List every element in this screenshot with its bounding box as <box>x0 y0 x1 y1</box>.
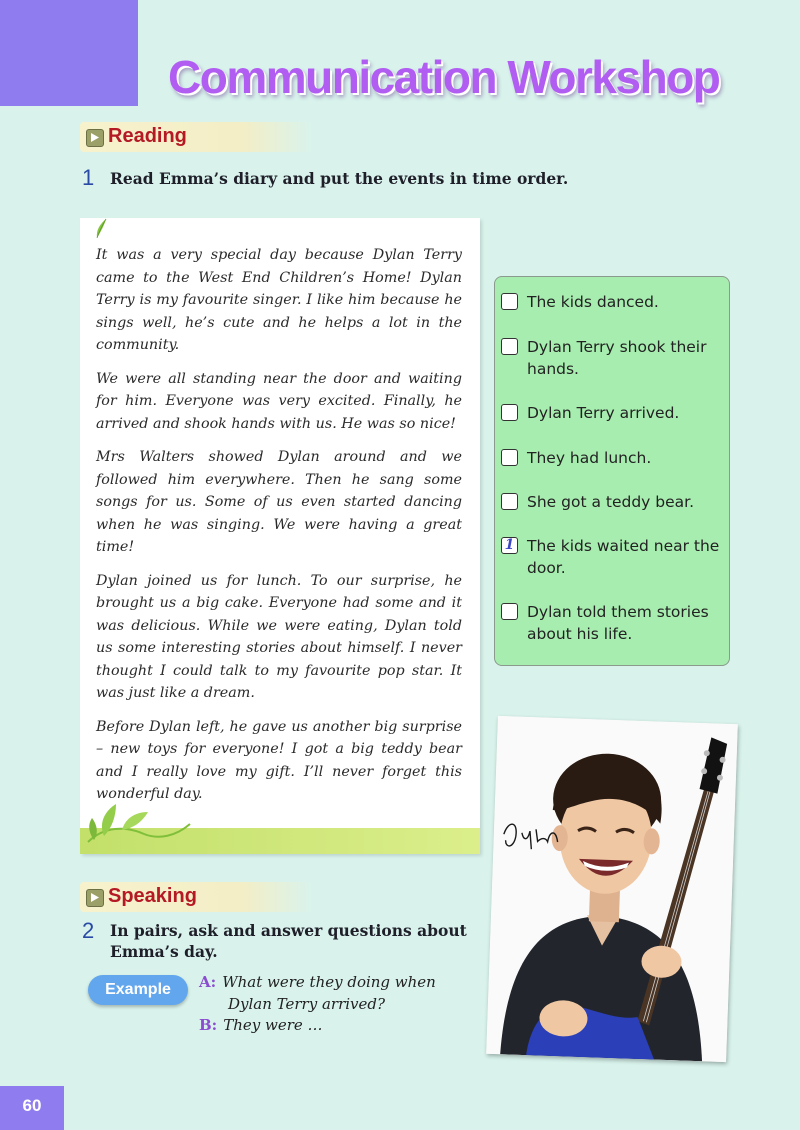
page-title: Communication Workshop <box>168 51 720 103</box>
example-line-b <box>199 1015 323 1036</box>
event-text: The kids danced. <box>527 293 659 311</box>
corner-tab <box>0 0 138 106</box>
diary-paragraph: It was a very special day because Dylan Terry came to the West End Children’s Home! Dylan Terry is my favourite singer. I like him because he sings well, he’s cute and he helps a lot in the community. <box>96 247 462 353</box>
example-line-a2 <box>228 994 385 1015</box>
page-number: 60 <box>0 1086 64 1130</box>
example-line-a <box>199 972 436 993</box>
event-text: Dylan Terry shook their hands. <box>527 338 707 378</box>
speaking-section-label: Speaking <box>108 885 197 907</box>
example-a-text-1: What were they doing when <box>222 973 436 991</box>
order-checkbox[interactable] <box>501 338 518 355</box>
play-icon <box>86 129 104 147</box>
question-text-1: Read Emma’s diary and put the events in time order. <box>110 169 569 188</box>
event-text: They had lunch. <box>527 449 652 467</box>
diary-paragraph: Mrs Walters showed Dylan around and we followed him everywhere. Then he sang some songs for us. Some of us even started dancing when he was singing. We were having a great time! <box>96 449 462 555</box>
diary-paragraph: Dylan joined us for lunch. To our surprise, he brought us a big cake. Everyone had some and it was delicious. While we were eating, Dylan told us some interesting stories about himself. I never thought I could talk to my favourite pop star. It was just like a dream. <box>96 572 462 701</box>
speaking-section-header <box>80 882 312 912</box>
event-text: Dylan Terry arrived. <box>527 404 680 422</box>
speaker-a-label: A: <box>199 973 217 991</box>
diary-panel <box>80 218 480 854</box>
diary-paragraph: Before Dylan left, he gave us another big surprise – new toys for everyone! I got a big teddy bear and I really love my gift. I’ll never forget this wonderful day. <box>96 718 462 802</box>
diary-text <box>96 244 462 817</box>
play-icon <box>86 889 104 907</box>
question-text-2: In pairs, ask and answer questions about Emma’s day. <box>110 921 467 961</box>
example-a-text-2: Dylan Terry arrived? <box>228 995 386 1013</box>
event-text: Dylan told them stories about his life. <box>527 603 709 643</box>
order-checkbox[interactable] <box>501 449 518 466</box>
order-checkbox[interactable] <box>501 293 518 310</box>
order-checkbox[interactable] <box>501 493 518 510</box>
diary-paragraph: We were all standing near the door and waiting for him. Everyone was very excited. Finally, he arrived and shook hands with us. He was so nice! <box>96 370 462 432</box>
question-number-2: 2 <box>82 918 95 943</box>
event-text: The kids waited near the door. <box>527 537 720 577</box>
question-number-1: 1 <box>82 165 95 190</box>
event-text: She got a teddy bear. <box>527 493 695 511</box>
example-b-text: They were … <box>223 1016 323 1034</box>
example-badge: Example <box>88 975 188 1005</box>
reading-section-label: Reading <box>108 125 187 147</box>
reading-section-header <box>80 122 312 152</box>
singer-illustration <box>486 716 738 1062</box>
order-checkbox[interactable]: 1 <box>501 537 518 554</box>
speaker-b-label: B: <box>199 1016 218 1034</box>
singer-photo <box>486 716 738 1062</box>
leaf-icon <box>94 218 108 238</box>
order-checkbox[interactable] <box>501 603 518 620</box>
events-box <box>494 276 730 666</box>
vine-decoration-icon <box>84 796 194 848</box>
order-checkbox[interactable] <box>501 404 518 421</box>
